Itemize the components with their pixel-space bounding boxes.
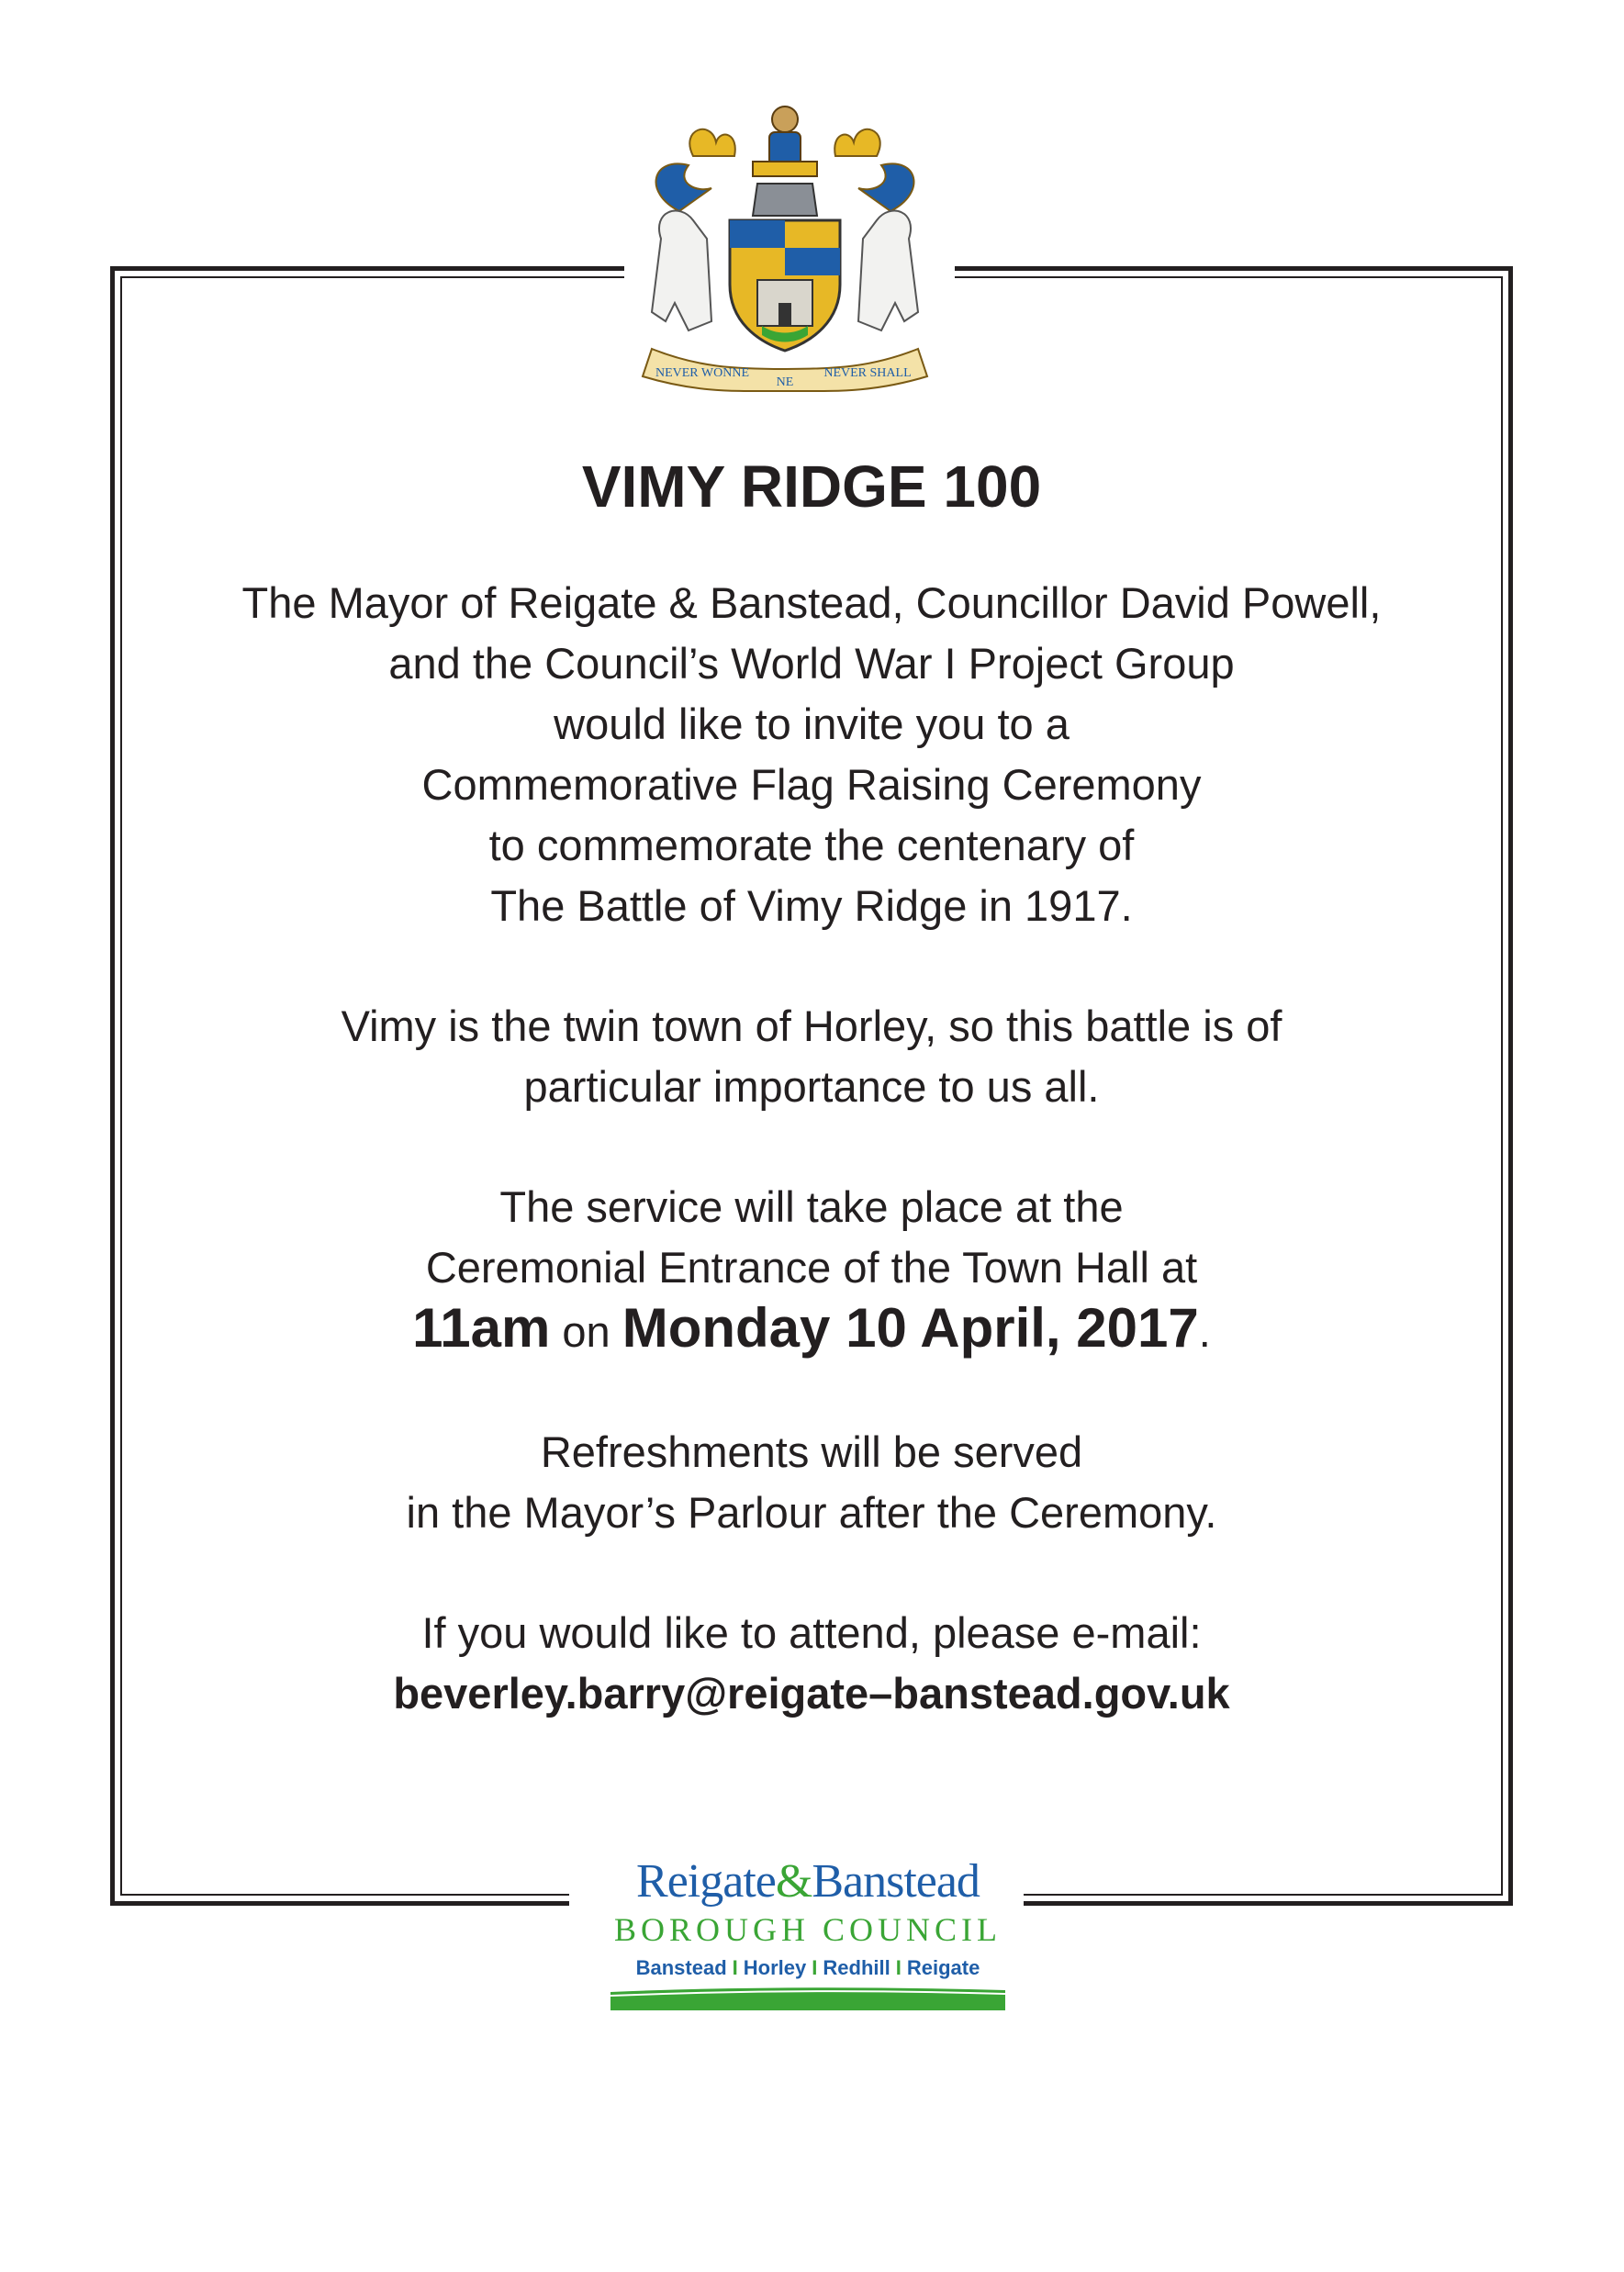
- refreshments-line: Refreshments will be served: [540, 1427, 1083, 1476]
- logo-town: Redhill: [823, 1956, 890, 1979]
- attend-line: If you would like to attend, please e-mail:: [421, 1608, 1202, 1657]
- invitation-line: would like to invite you to a: [554, 700, 1070, 748]
- logo-separator: I: [895, 1956, 902, 1979]
- service-datetime: [120, 1298, 1503, 1362]
- twin-town-paragraph: [120, 996, 1503, 1117]
- invitation-paragraph: [120, 573, 1503, 936]
- service-line: Ceremonial Entrance of the Town Hall at: [425, 1243, 1198, 1292]
- logo-ampersand: &: [775, 1855, 812, 1908]
- logo-swoosh-icon: [610, 1987, 1005, 2010]
- logo-separator: I: [812, 1956, 818, 1979]
- service-line: The service will take place at the: [499, 1182, 1124, 1231]
- contact-email-link[interactable]: beverley.barry@reigate–banstead.gov.uk: [393, 1669, 1230, 1718]
- refreshments-paragraph: [120, 1422, 1503, 1543]
- motto-right: NEVER SHALL: [823, 366, 912, 380]
- logo-town: Horley: [743, 1956, 807, 1979]
- service-connector: on: [550, 1307, 622, 1356]
- attend-paragraph: [120, 1603, 1503, 1724]
- service-date: Monday 10 April, 2017: [622, 1297, 1199, 1359]
- logo-town: Reigate: [906, 1956, 980, 1979]
- motto-center: NE: [776, 375, 794, 389]
- invitation-line: Commemorative Flag Raising Ceremony: [421, 760, 1202, 809]
- logo-name-left: Reigate: [636, 1855, 776, 1908]
- service-paragraph: [120, 1177, 1503, 1362]
- coat-of-arms: [624, 101, 946, 393]
- logo-name: [610, 1854, 1005, 1909]
- twin-town-line: particular importance to us all.: [523, 1062, 1100, 1111]
- logo-name-right: Banstead: [812, 1855, 980, 1908]
- council-logo: [610, 1854, 1005, 2010]
- refreshments-line: in the Mayor’s Parlour after the Ceremony.: [406, 1488, 1217, 1537]
- invitation-line: and the Council’s World War I Project Group: [388, 639, 1235, 688]
- service-end: .: [1198, 1307, 1211, 1356]
- logo-towns: [610, 1955, 1005, 1981]
- invitation-line: to commemorate the centenary of: [488, 821, 1135, 869]
- service-time: 11am: [412, 1297, 551, 1359]
- invitation-line: The Battle of Vimy Ridge in 1917.: [490, 881, 1133, 930]
- motto-left: NEVER WONNE: [655, 366, 750, 380]
- twin-town-line: Vimy is the twin town of Horley, so this battle is of: [341, 1002, 1282, 1050]
- logo-subtitle: BOROUGH COUNCIL: [613, 1911, 1002, 1948]
- logo-town: Banstead: [635, 1956, 727, 1979]
- invitation-content: [120, 450, 1503, 1784]
- invitation-line: The Mayor of Reigate & Banstead, Councillor David Powell,: [241, 578, 1382, 627]
- page-title: VIMY RIDGE 100: [581, 453, 1042, 520]
- logo-separator: I: [732, 1956, 738, 1979]
